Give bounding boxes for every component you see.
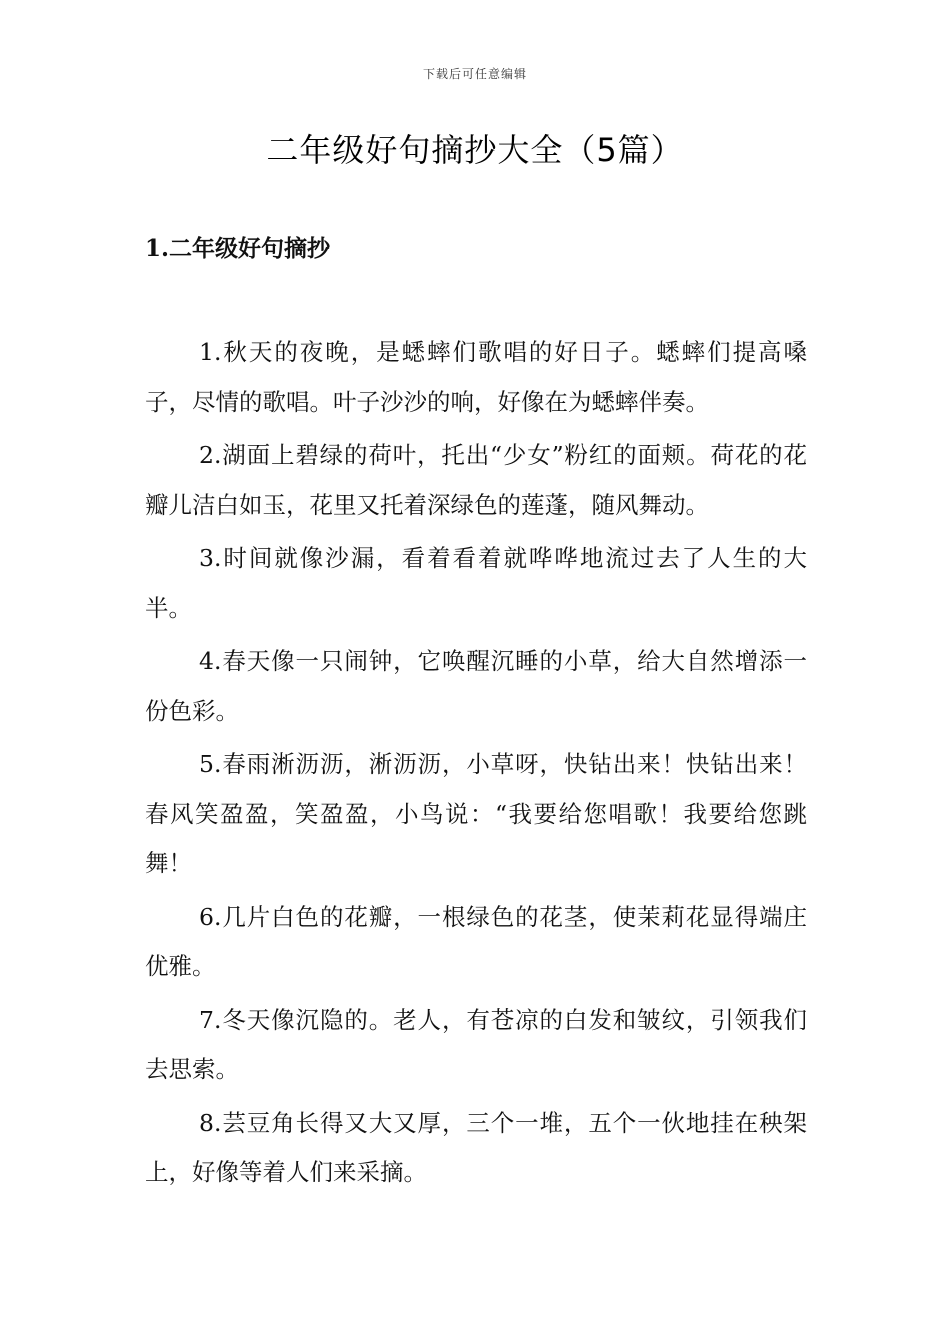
sentence-list	[145, 328, 807, 1202]
sentence-paragraph-2: 2.湖面上碧绿的荷叶，托出“少女”粉红的面颊。荷花的花瓣儿洁白如玉，花里又托着深绿色的莲蓬，随风舞动。	[145, 441, 807, 519]
sentence-paragraph-8: 8.芸豆角长得又大又厚，三个一堆，五个一伙地挂在秧架上，好像等着人们来采摘。	[145, 1108, 807, 1186]
header-note: 下载后可任意编辑	[422, 67, 527, 81]
sentence-paragraph-4: 4.春天像一只闹钟，它唤醒沉睡的小草，给大自然增添一份色彩。	[145, 647, 807, 725]
document-title: 二年级好句摘抄大全（5篇）	[266, 131, 684, 169]
sentence-paragraph-5: 5.春雨淅沥沥，淅沥沥，小草呀，快钻出来！快钻出来！春风笑盈盈，笑盈盈，小鸟说：“我要给您唱歌！我要给您跳舞！	[145, 750, 807, 877]
sentence-paragraph-3: 3.时间就像沙漏，看着看着就哗哗地流过去了人生的大半。	[145, 544, 807, 622]
sentence-paragraph-1: 1.秋天的夜晚，是蟋蟀们歌唱的好日子。蟋蟀们提高嗓子，尽情的歌唱。叶子沙沙的响，好像在为蟋蟀伴奏。	[145, 338, 807, 416]
sentence-paragraph-7: 7.冬天像沉隐的。老人，有苍凉的白发和皱纹，引领我们去思索。	[145, 1005, 807, 1083]
sentence-paragraph-6: 6.几片白色的花瓣，一根绿色的花茎，使茉莉花显得端庄优雅。	[145, 902, 807, 980]
section-heading: 1.二年级好句摘抄	[145, 235, 331, 262]
